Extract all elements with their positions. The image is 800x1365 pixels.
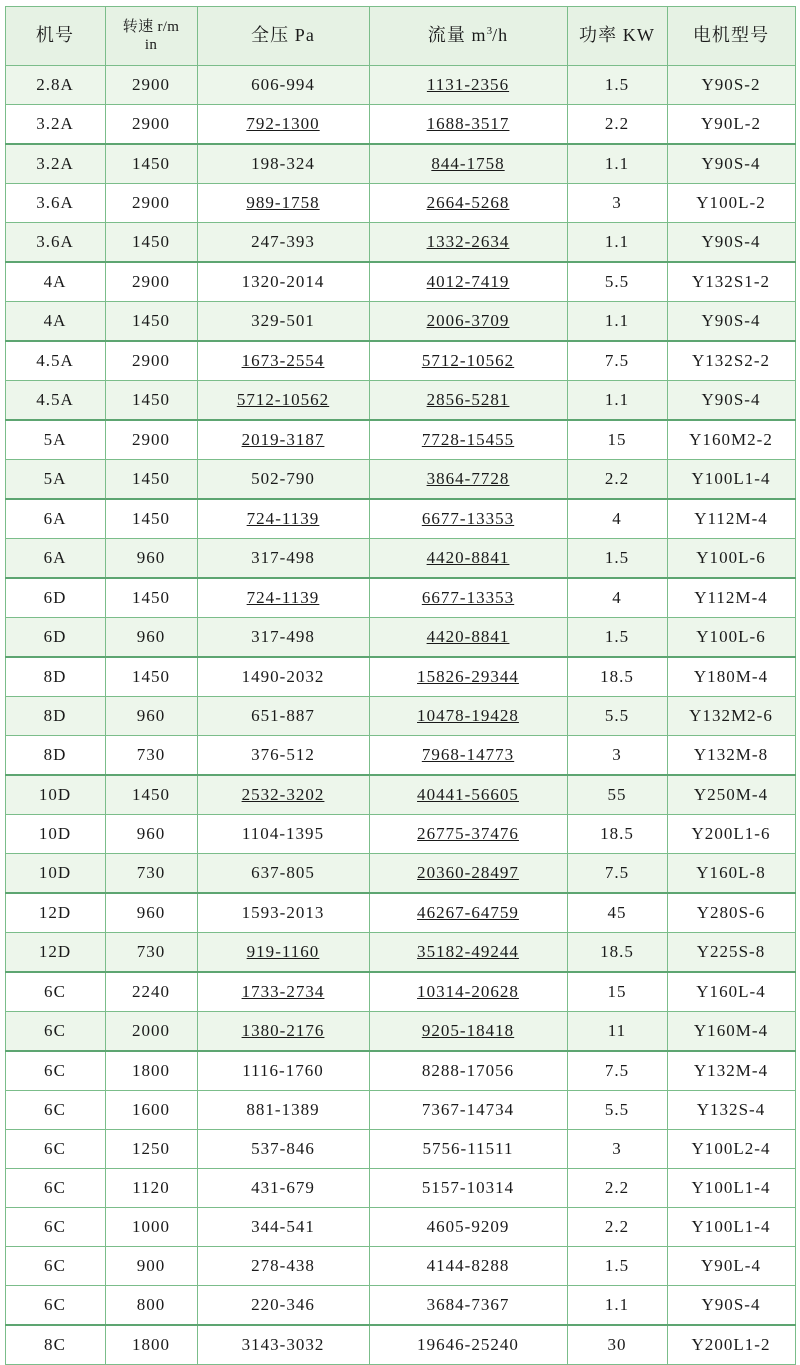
cell-pressure: 1320-2014 <box>197 262 369 302</box>
cell-motor: Y250M-4 <box>667 775 795 815</box>
cell-flow[interactable] <box>369 854 567 894</box>
cell-flow-link[interactable]: 26775-37476 <box>417 823 519 843</box>
cell-flow[interactable] <box>369 66 567 105</box>
cell-power: 1.1 <box>567 223 667 263</box>
cell-motor: Y100L1-4 <box>667 1208 795 1247</box>
cell-flow-link[interactable]: 1131-2356 <box>426 74 510 94</box>
cell-power: 1.5 <box>567 1247 667 1286</box>
cell-speed: 1600 <box>105 1091 197 1130</box>
cell-model: 4.5A <box>5 381 105 421</box>
cell-power: 2.2 <box>567 1169 667 1208</box>
cell-pressure: 317-498 <box>197 539 369 579</box>
cell-motor: Y225S-8 <box>667 933 795 973</box>
cell-model: 6C <box>5 1012 105 1052</box>
cell-flow-link[interactable]: 9205-18418 <box>421 1020 515 1040</box>
cell-power: 1.1 <box>567 1286 667 1326</box>
cell-flow[interactable] <box>369 697 567 736</box>
cell-model: 6C <box>5 1169 105 1208</box>
cell-motor: Y100L-6 <box>667 539 795 579</box>
header-pressure: 全压 Pa <box>197 7 369 66</box>
cell-pressure-link[interactable]: 2532-3202 <box>241 784 325 804</box>
cell-pressure-link[interactable]: 989-1758 <box>246 192 320 212</box>
cell-power: 2.2 <box>567 460 667 500</box>
table-row <box>5 223 795 263</box>
cell-flow[interactable] <box>369 539 567 579</box>
table-row <box>5 381 795 421</box>
cell-pressure-link[interactable]: 724-1139 <box>246 587 320 607</box>
cell-motor: Y180M-4 <box>667 657 795 697</box>
table-row <box>5 1286 795 1326</box>
cell-power: 1.1 <box>567 302 667 342</box>
cell-model: 6D <box>5 578 105 618</box>
cell-flow-link[interactable]: 5712-10562 <box>421 350 515 370</box>
cell-flow[interactable] <box>369 815 567 854</box>
cell-motor: Y90S-2 <box>667 66 795 105</box>
table-row <box>5 460 795 500</box>
cell-speed: 1000 <box>105 1208 197 1247</box>
header-flow: 流量 $m^3/h$ <box>369 7 567 66</box>
cell-model: 10D <box>5 854 105 894</box>
header-power: 功率 KW <box>567 7 667 66</box>
cell-flow-link[interactable]: 40441-56605 <box>417 784 519 804</box>
table-row <box>5 1208 795 1247</box>
cell-flow-link[interactable]: 2856-5281 <box>426 389 510 409</box>
cell-motor: Y100L-6 <box>667 618 795 658</box>
cell-model: 2.8A <box>5 66 105 105</box>
cell-flow-link[interactable]: 6677-13353 <box>421 587 515 607</box>
cell-pressure-link[interactable]: 724-1139 <box>246 508 320 528</box>
cell-pressure[interactable] <box>197 341 369 381</box>
cell-model: 8D <box>5 697 105 736</box>
cell-speed: 2900 <box>105 341 197 381</box>
cell-power: 3 <box>567 184 667 223</box>
cell-flow-link[interactable]: 15826-29344 <box>417 666 519 686</box>
cell-flow[interactable] <box>369 184 567 223</box>
cell-power: 45 <box>567 893 667 933</box>
cell-speed: 2900 <box>105 262 197 302</box>
cell-power: 18.5 <box>567 657 667 697</box>
cell-power: 18.5 <box>567 933 667 973</box>
table-row <box>5 420 795 460</box>
cell-flow[interactable] <box>369 144 567 184</box>
cell-pressure-link[interactable]: 2019-3187 <box>241 429 325 449</box>
cell-speed: 2240 <box>105 972 197 1012</box>
cell-power: 5.5 <box>567 262 667 302</box>
cell-power: 55 <box>567 775 667 815</box>
table-row <box>5 1012 795 1052</box>
table-row <box>5 815 795 854</box>
cell-flow: 3684-7367 <box>369 1286 567 1326</box>
cell-model: 4A <box>5 302 105 342</box>
cell-model: 6D <box>5 618 105 658</box>
cell-speed: 1450 <box>105 499 197 539</box>
cell-flow[interactable] <box>369 775 567 815</box>
cell-flow-link[interactable]: 10314-20628 <box>417 981 519 1001</box>
cell-flow[interactable] <box>369 578 567 618</box>
cell-flow-link[interactable]: 20360-28497 <box>417 862 519 882</box>
cell-flow[interactable] <box>369 105 567 145</box>
cell-pressure: 502-790 <box>197 460 369 500</box>
cell-model: 12D <box>5 893 105 933</box>
header-model: 机号 <box>5 7 105 66</box>
cell-speed: 900 <box>105 1247 197 1286</box>
cell-motor: Y90S-4 <box>667 144 795 184</box>
cell-pressure: 1490-2032 <box>197 657 369 697</box>
cell-model: 12D <box>5 933 105 973</box>
cell-pressure[interactable] <box>197 578 369 618</box>
fan-spec-table <box>5 6 796 1365</box>
header-speed: 转速 r/m in <box>105 7 197 66</box>
cell-pressure-link[interactable]: 5712-10562 <box>236 389 330 409</box>
table-row <box>5 341 795 381</box>
cell-motor: Y132S1-2 <box>667 262 795 302</box>
cell-pressure[interactable] <box>197 972 369 1012</box>
cell-flow: 5157-10314 <box>369 1169 567 1208</box>
cell-motor: Y100L-2 <box>667 184 795 223</box>
cell-pressure: 1104-1395 <box>197 815 369 854</box>
cell-model: 3.2A <box>5 105 105 145</box>
cell-motor: Y90S-4 <box>667 223 795 263</box>
cell-speed: 1450 <box>105 223 197 263</box>
table-row <box>5 578 795 618</box>
cell-model: 6A <box>5 499 105 539</box>
cell-flow[interactable] <box>369 893 567 933</box>
cell-flow[interactable] <box>369 262 567 302</box>
cell-pressure[interactable] <box>197 499 369 539</box>
table-row <box>5 302 795 342</box>
cell-speed: 960 <box>105 815 197 854</box>
cell-flow-link[interactable]: 10478-19428 <box>417 705 519 725</box>
cell-motor: Y200L1-2 <box>667 1325 795 1365</box>
cell-model: 8C <box>5 1325 105 1365</box>
cell-speed: 1800 <box>105 1325 197 1365</box>
cell-power: 5.5 <box>567 697 667 736</box>
cell-pressure[interactable] <box>197 105 369 145</box>
table-row <box>5 697 795 736</box>
table-row <box>5 66 795 105</box>
cell-speed: 2900 <box>105 105 197 145</box>
cell-flow-link[interactable]: 6677-13353 <box>421 508 515 528</box>
cell-motor: Y160L-8 <box>667 854 795 894</box>
table-row <box>5 618 795 658</box>
cell-speed: 730 <box>105 933 197 973</box>
cell-flow[interactable] <box>369 736 567 776</box>
cell-flow: 4605-9209 <box>369 1208 567 1247</box>
table-row <box>5 657 795 697</box>
cell-model: 6C <box>5 1208 105 1247</box>
cell-power: 4 <box>567 578 667 618</box>
cell-flow: 5756-11511 <box>369 1130 567 1169</box>
cell-pressure[interactable] <box>197 933 369 973</box>
cell-motor: Y90L-4 <box>667 1247 795 1286</box>
cell-pressure-link[interactable]: 919-1160 <box>246 941 320 961</box>
table-row <box>5 144 795 184</box>
cell-flow-link[interactable]: 46267-64759 <box>417 902 519 922</box>
table-row <box>5 1325 795 1365</box>
cell-model: 10D <box>5 775 105 815</box>
cell-power: 15 <box>567 420 667 460</box>
cell-pressure: 317-498 <box>197 618 369 658</box>
cell-model: 10D <box>5 815 105 854</box>
cell-model: 8D <box>5 657 105 697</box>
table-row <box>5 893 795 933</box>
cell-pressure: 537-846 <box>197 1130 369 1169</box>
cell-flow: 19646-25240 <box>369 1325 567 1365</box>
cell-flow[interactable] <box>369 341 567 381</box>
cell-flow-link[interactable]: 844-1758 <box>431 153 505 173</box>
table-row <box>5 262 795 302</box>
cell-pressure: 220-346 <box>197 1286 369 1326</box>
cell-flow-link[interactable]: 7968-14773 <box>421 744 515 764</box>
cell-model: 5A <box>5 420 105 460</box>
cell-flow-link[interactable]: 4420-8841 <box>426 626 510 646</box>
cell-power: 1.5 <box>567 66 667 105</box>
cell-power: 5.5 <box>567 1091 667 1130</box>
cell-model: 3.6A <box>5 184 105 223</box>
cell-motor: Y100L2-4 <box>667 1130 795 1169</box>
cell-pressure: 376-512 <box>197 736 369 776</box>
cell-speed: 2900 <box>105 66 197 105</box>
cell-motor: Y100L1-4 <box>667 1169 795 1208</box>
cell-model: 4A <box>5 262 105 302</box>
cell-flow[interactable] <box>369 223 567 263</box>
cell-flow[interactable] <box>369 657 567 697</box>
cell-model: 3.2A <box>5 144 105 184</box>
table-row <box>5 972 795 1012</box>
cell-speed: 960 <box>105 697 197 736</box>
cell-flow: 4144-8288 <box>369 1247 567 1286</box>
cell-pressure: 344-541 <box>197 1208 369 1247</box>
table-row <box>5 1130 795 1169</box>
cell-flow-link[interactable]: 4420-8841 <box>426 547 510 567</box>
table-row <box>5 1051 795 1091</box>
cell-power: 7.5 <box>567 854 667 894</box>
cell-speed: 960 <box>105 618 197 658</box>
cell-pressure[interactable] <box>197 775 369 815</box>
table-row <box>5 775 795 815</box>
cell-pressure: 651-887 <box>197 697 369 736</box>
cell-pressure: 637-805 <box>197 854 369 894</box>
cell-motor: Y90S-4 <box>667 302 795 342</box>
cell-flow[interactable] <box>369 1012 567 1052</box>
cell-flow[interactable] <box>369 933 567 973</box>
cell-power: 1.1 <box>567 144 667 184</box>
cell-motor: Y100L1-4 <box>667 460 795 500</box>
cell-pressure-link[interactable]: 792-1300 <box>246 113 320 133</box>
cell-speed: 2900 <box>105 184 197 223</box>
table-row <box>5 854 795 894</box>
cell-pressure: 606-994 <box>197 66 369 105</box>
cell-speed: 800 <box>105 1286 197 1326</box>
cell-speed: 960 <box>105 893 197 933</box>
cell-speed: 1450 <box>105 381 197 421</box>
cell-flow[interactable] <box>369 618 567 658</box>
cell-pressure-link[interactable]: 1673-2554 <box>241 350 325 370</box>
cell-motor: Y160L-4 <box>667 972 795 1012</box>
cell-speed: 1450 <box>105 578 197 618</box>
cell-power: 11 <box>567 1012 667 1052</box>
table-row <box>5 105 795 145</box>
cell-power: 3 <box>567 1130 667 1169</box>
cell-model: 6C <box>5 1091 105 1130</box>
cell-motor: Y132M-8 <box>667 736 795 776</box>
cell-speed: 1450 <box>105 302 197 342</box>
cell-flow[interactable] <box>369 499 567 539</box>
cell-flow[interactable] <box>369 302 567 342</box>
cell-speed: 1250 <box>105 1130 197 1169</box>
cell-flow[interactable] <box>369 381 567 421</box>
cell-pressure: 247-393 <box>197 223 369 263</box>
cell-flow-link[interactable]: 2664-5268 <box>426 192 510 212</box>
cell-pressure: 198-324 <box>197 144 369 184</box>
cell-model: 6C <box>5 1247 105 1286</box>
cell-motor: Y160M2-2 <box>667 420 795 460</box>
cell-power: 2.2 <box>567 1208 667 1247</box>
cell-motor: Y132S-4 <box>667 1091 795 1130</box>
cell-speed: 960 <box>105 539 197 579</box>
table-row <box>5 933 795 973</box>
cell-model: 6C <box>5 1130 105 1169</box>
cell-pressure[interactable] <box>197 1012 369 1052</box>
table-row <box>5 1091 795 1130</box>
cell-motor: Y132M2-6 <box>667 697 795 736</box>
cell-motor: Y90L-2 <box>667 105 795 145</box>
cell-power: 7.5 <box>567 341 667 381</box>
cell-power: 30 <box>567 1325 667 1365</box>
cell-power: 1.5 <box>567 618 667 658</box>
cell-pressure: 1593-2013 <box>197 893 369 933</box>
cell-model: 6C <box>5 1051 105 1091</box>
cell-motor: Y200L1-6 <box>667 815 795 854</box>
cell-speed: 2900 <box>105 420 197 460</box>
cell-power: 2.2 <box>567 105 667 145</box>
cell-power: 15 <box>567 972 667 1012</box>
cell-motor: Y160M-4 <box>667 1012 795 1052</box>
cell-motor: Y132M-4 <box>667 1051 795 1091</box>
cell-model: 3.6A <box>5 223 105 263</box>
table-row <box>5 1247 795 1286</box>
cell-pressure[interactable] <box>197 381 369 421</box>
table-row <box>5 736 795 776</box>
cell-pressure[interactable] <box>197 184 369 223</box>
header-motor: 电机型号 <box>667 7 795 66</box>
cell-flow: 8288-17056 <box>369 1051 567 1091</box>
cell-speed: 1800 <box>105 1051 197 1091</box>
cell-motor: Y112M-4 <box>667 499 795 539</box>
cell-power: 1.1 <box>567 381 667 421</box>
spec-sheet <box>0 6 800 1365</box>
cell-speed: 1450 <box>105 144 197 184</box>
cell-flow-link[interactable]: 35182-49244 <box>417 941 519 961</box>
cell-model: 6C <box>5 972 105 1012</box>
cell-motor: Y112M-4 <box>667 578 795 618</box>
cell-flow-link[interactable]: 4012-7419 <box>426 271 510 291</box>
cell-flow-link[interactable]: 1332-2634 <box>426 231 510 251</box>
cell-speed: 730 <box>105 736 197 776</box>
cell-pressure: 278-438 <box>197 1247 369 1286</box>
cell-pressure[interactable] <box>197 420 369 460</box>
table-row <box>5 539 795 579</box>
cell-pressure-link[interactable]: 1380-2176 <box>241 1020 325 1040</box>
header-row <box>5 7 795 66</box>
cell-speed: 1450 <box>105 775 197 815</box>
cell-flow-link[interactable]: 2006-3709 <box>426 310 510 330</box>
cell-pressure: 329-501 <box>197 302 369 342</box>
cell-speed: 1450 <box>105 460 197 500</box>
cell-model: 4.5A <box>5 341 105 381</box>
cell-model: 5A <box>5 460 105 500</box>
cell-speed: 730 <box>105 854 197 894</box>
cell-motor: Y132S2-2 <box>667 341 795 381</box>
table-header <box>5 7 795 66</box>
cell-flow[interactable] <box>369 460 567 500</box>
cell-pressure: 431-679 <box>197 1169 369 1208</box>
cell-model: 8D <box>5 736 105 776</box>
cell-flow[interactable] <box>369 972 567 1012</box>
cell-speed: 2000 <box>105 1012 197 1052</box>
cell-motor: Y90S-4 <box>667 1286 795 1326</box>
cell-model: 6C <box>5 1286 105 1326</box>
cell-speed: 1450 <box>105 657 197 697</box>
table-row <box>5 499 795 539</box>
cell-pressure: 881-1389 <box>197 1091 369 1130</box>
cell-power: 4 <box>567 499 667 539</box>
cell-flow: 7367-14734 <box>369 1091 567 1130</box>
cell-pressure-link[interactable]: 1733-2734 <box>241 981 325 1001</box>
cell-pressure: 3143-3032 <box>197 1325 369 1365</box>
cell-power: 18.5 <box>567 815 667 854</box>
cell-motor: Y280S-6 <box>667 893 795 933</box>
cell-flow-link[interactable]: 3864-7728 <box>426 468 510 488</box>
table-row <box>5 184 795 223</box>
cell-power: 1.5 <box>567 539 667 579</box>
cell-pressure: 1116-1760 <box>197 1051 369 1091</box>
cell-power: 7.5 <box>567 1051 667 1091</box>
cell-flow-link[interactable]: 7728-15455 <box>421 429 515 449</box>
cell-model: 6A <box>5 539 105 579</box>
cell-speed: 1120 <box>105 1169 197 1208</box>
cell-motor: Y90S-4 <box>667 381 795 421</box>
cell-flow-link[interactable]: 1688-3517 <box>426 113 510 133</box>
cell-flow[interactable] <box>369 420 567 460</box>
table-row <box>5 1169 795 1208</box>
table-body <box>5 66 795 1365</box>
cell-power: 3 <box>567 736 667 776</box>
